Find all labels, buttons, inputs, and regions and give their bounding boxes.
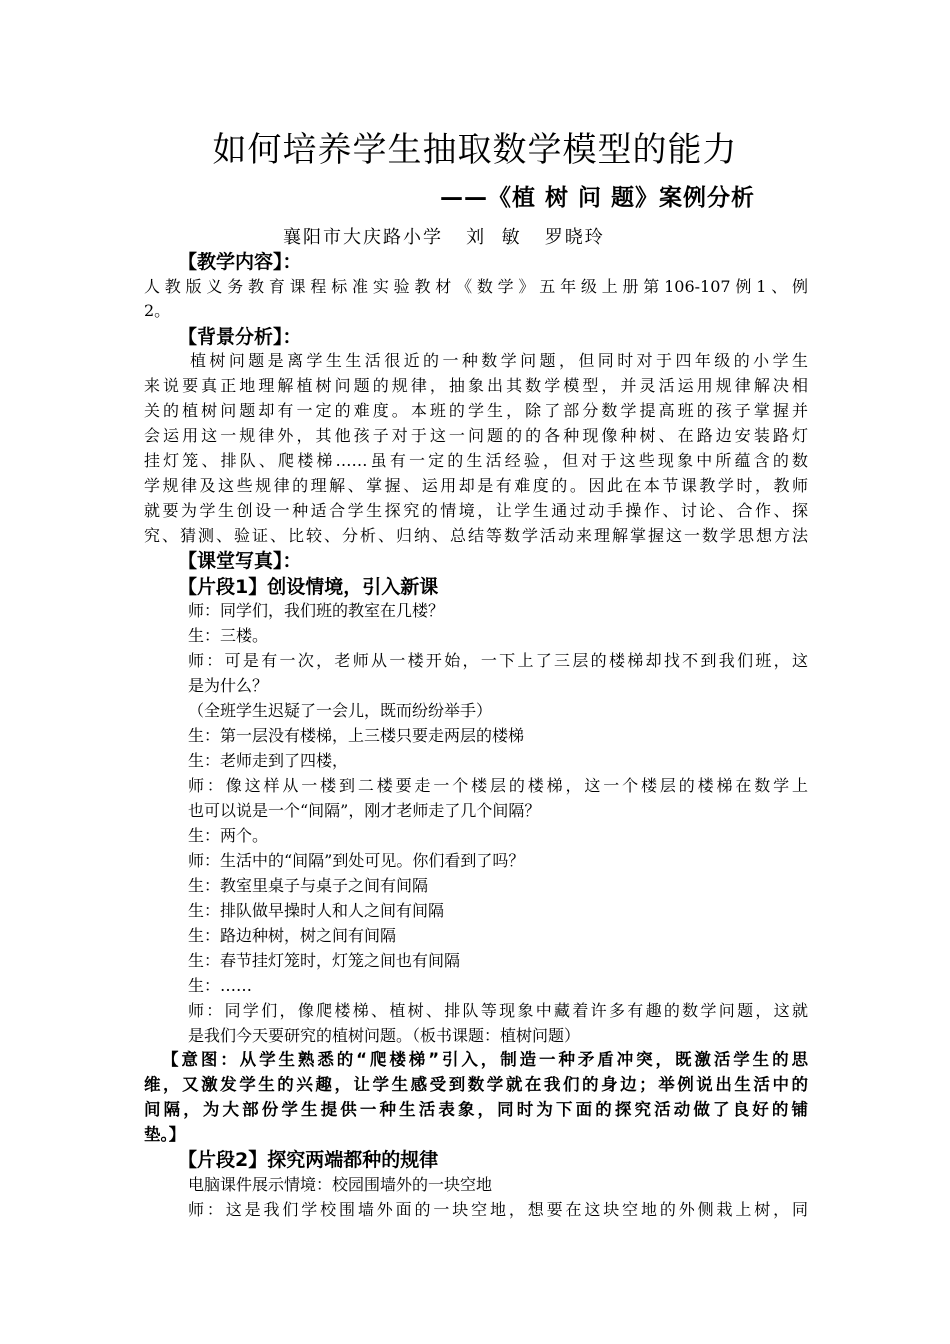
dialogue-line: 生：三楼。: [188, 626, 269, 645]
dialogue-line: 是我们今天要研究的植树问题。（板书课题：植树问题）: [188, 1026, 581, 1045]
background-line: 会运用这一规律外，其他孩子对于这一问题的的各种现像种树、在路边安装路灯: [144, 426, 808, 445]
dialogue-line: 是为什么？: [188, 676, 269, 695]
intent-line: 【意图：从学生熟悉的“爬楼梯”引入，制造一种矛盾冲突，既激活学生的思: [162, 1050, 808, 1069]
dialogue-line: （全班学生迟疑了一会儿，既而纷纷举手）: [188, 701, 493, 720]
background-heading: 【背景分析】：: [178, 326, 302, 348]
dialogue-line: 师：这是我们学校围墙外面的一块空地，想要在这块空地的外侧栽上树，同: [188, 1200, 808, 1219]
background-line: 挂灯笼、排队、爬楼梯……虽有一定的生活经验，但对于这些现象中所蕴含的数: [144, 451, 808, 470]
intent-line: 垫。】: [144, 1125, 186, 1144]
dialogue-line: 电脑课件展示情境：校园围墙外的一块空地: [188, 1175, 493, 1194]
background-line: 究、猜测、验证、比较、分析、归纳、总结等数学活动来理解掌握这一数学思想方法: [144, 526, 808, 545]
background-line: 关的植树问题却有一定的难度。本班的学生，除了部分数学提高班的孩子掌握并: [144, 401, 808, 420]
dialogue-line: 生：排队做早操时人和人之间有间隔: [188, 901, 445, 920]
dialogue-line: 生：教室里桌子与桌子之间有间隔: [188, 876, 429, 895]
dialogue-line: 师：可是有一次，老师从一楼开始，一下上了三层的楼梯却找不到我们班，这: [188, 651, 808, 670]
dialogue-line: 师：同学们，我们班的教室在几楼？: [188, 601, 445, 620]
dialogue-line: 生：第一层没有楼梯，上三楼只要走两层的楼梯: [188, 726, 525, 745]
dialogue-line: 师：同学们，像爬楼梯、植树、排队等现象中藏着许多有趣的数学问题，这就: [188, 1001, 808, 1020]
dialogue-line: 师：生活中的“间隔”到处可见。你们看到了吗？: [188, 851, 525, 870]
background-line: 植树问题是离学生生活很近的一种数学问题，但同时对于四年级的小学生: [190, 351, 808, 370]
background-line: 来说要真正地理解植树问题的规律，抽象出其数学模型，并灵活运用规律解决相: [144, 376, 808, 395]
content-heading: 【教学内容】：: [178, 251, 302, 273]
background-line: 就要为学生创设一种适合学生探究的情境，让学生通过动手操作、讨论、合作、探: [144, 501, 808, 520]
classroom-heading: 【课堂写真】：: [178, 550, 302, 572]
document-title: 如何培养学生抽取数学模型的能力: [212, 130, 738, 170]
dialogue-line: 生：……: [188, 976, 253, 995]
document-subtitle: ——《植 树 问 题》案例分析: [440, 185, 756, 211]
segment1-heading: 【片段1】创设情境，引入新课: [178, 576, 439, 598]
dialogue-line: 生：路边种树，树之间有间隔: [188, 926, 397, 945]
dialogue-line: 生：春节挂灯笼时，灯笼之间也有间隔: [188, 951, 461, 970]
author-line: 襄阳市大庆路小学 刘 敏 罗晓玲: [283, 227, 605, 248]
dialogue-line: 生：老师走到了四楼，: [188, 751, 349, 770]
dialogue-line: 师：像这样从一楼到二楼要走一个楼层的楼梯，这一个楼层的楼梯在数学上: [188, 776, 808, 795]
dialogue-line: 生：两个。: [188, 826, 269, 845]
segment2-heading: 【片段2】探究两端都种的规律: [178, 1149, 439, 1171]
background-line: 学规律及这些规律的理解、掌握、运用却是有难度的。因此在本节课教学时，教师: [144, 476, 808, 495]
content-line: 2。: [144, 301, 171, 320]
dialogue-line: 也可以说是一个“间隔”，刚才老师走了几个间隔？: [188, 801, 541, 820]
intent-line: 间隔，为大部份学生提供一种生活表象，同时为下面的探究活动做了良好的铺: [144, 1100, 808, 1119]
intent-line: 维，又激发学生的兴趣，让学生感受到数学就在我们的身边；举例说出生活中的: [144, 1075, 808, 1094]
content-line: 人教版义务教育课程标准实验教材《数学》五年级上册第106-107例1、例: [144, 277, 808, 296]
